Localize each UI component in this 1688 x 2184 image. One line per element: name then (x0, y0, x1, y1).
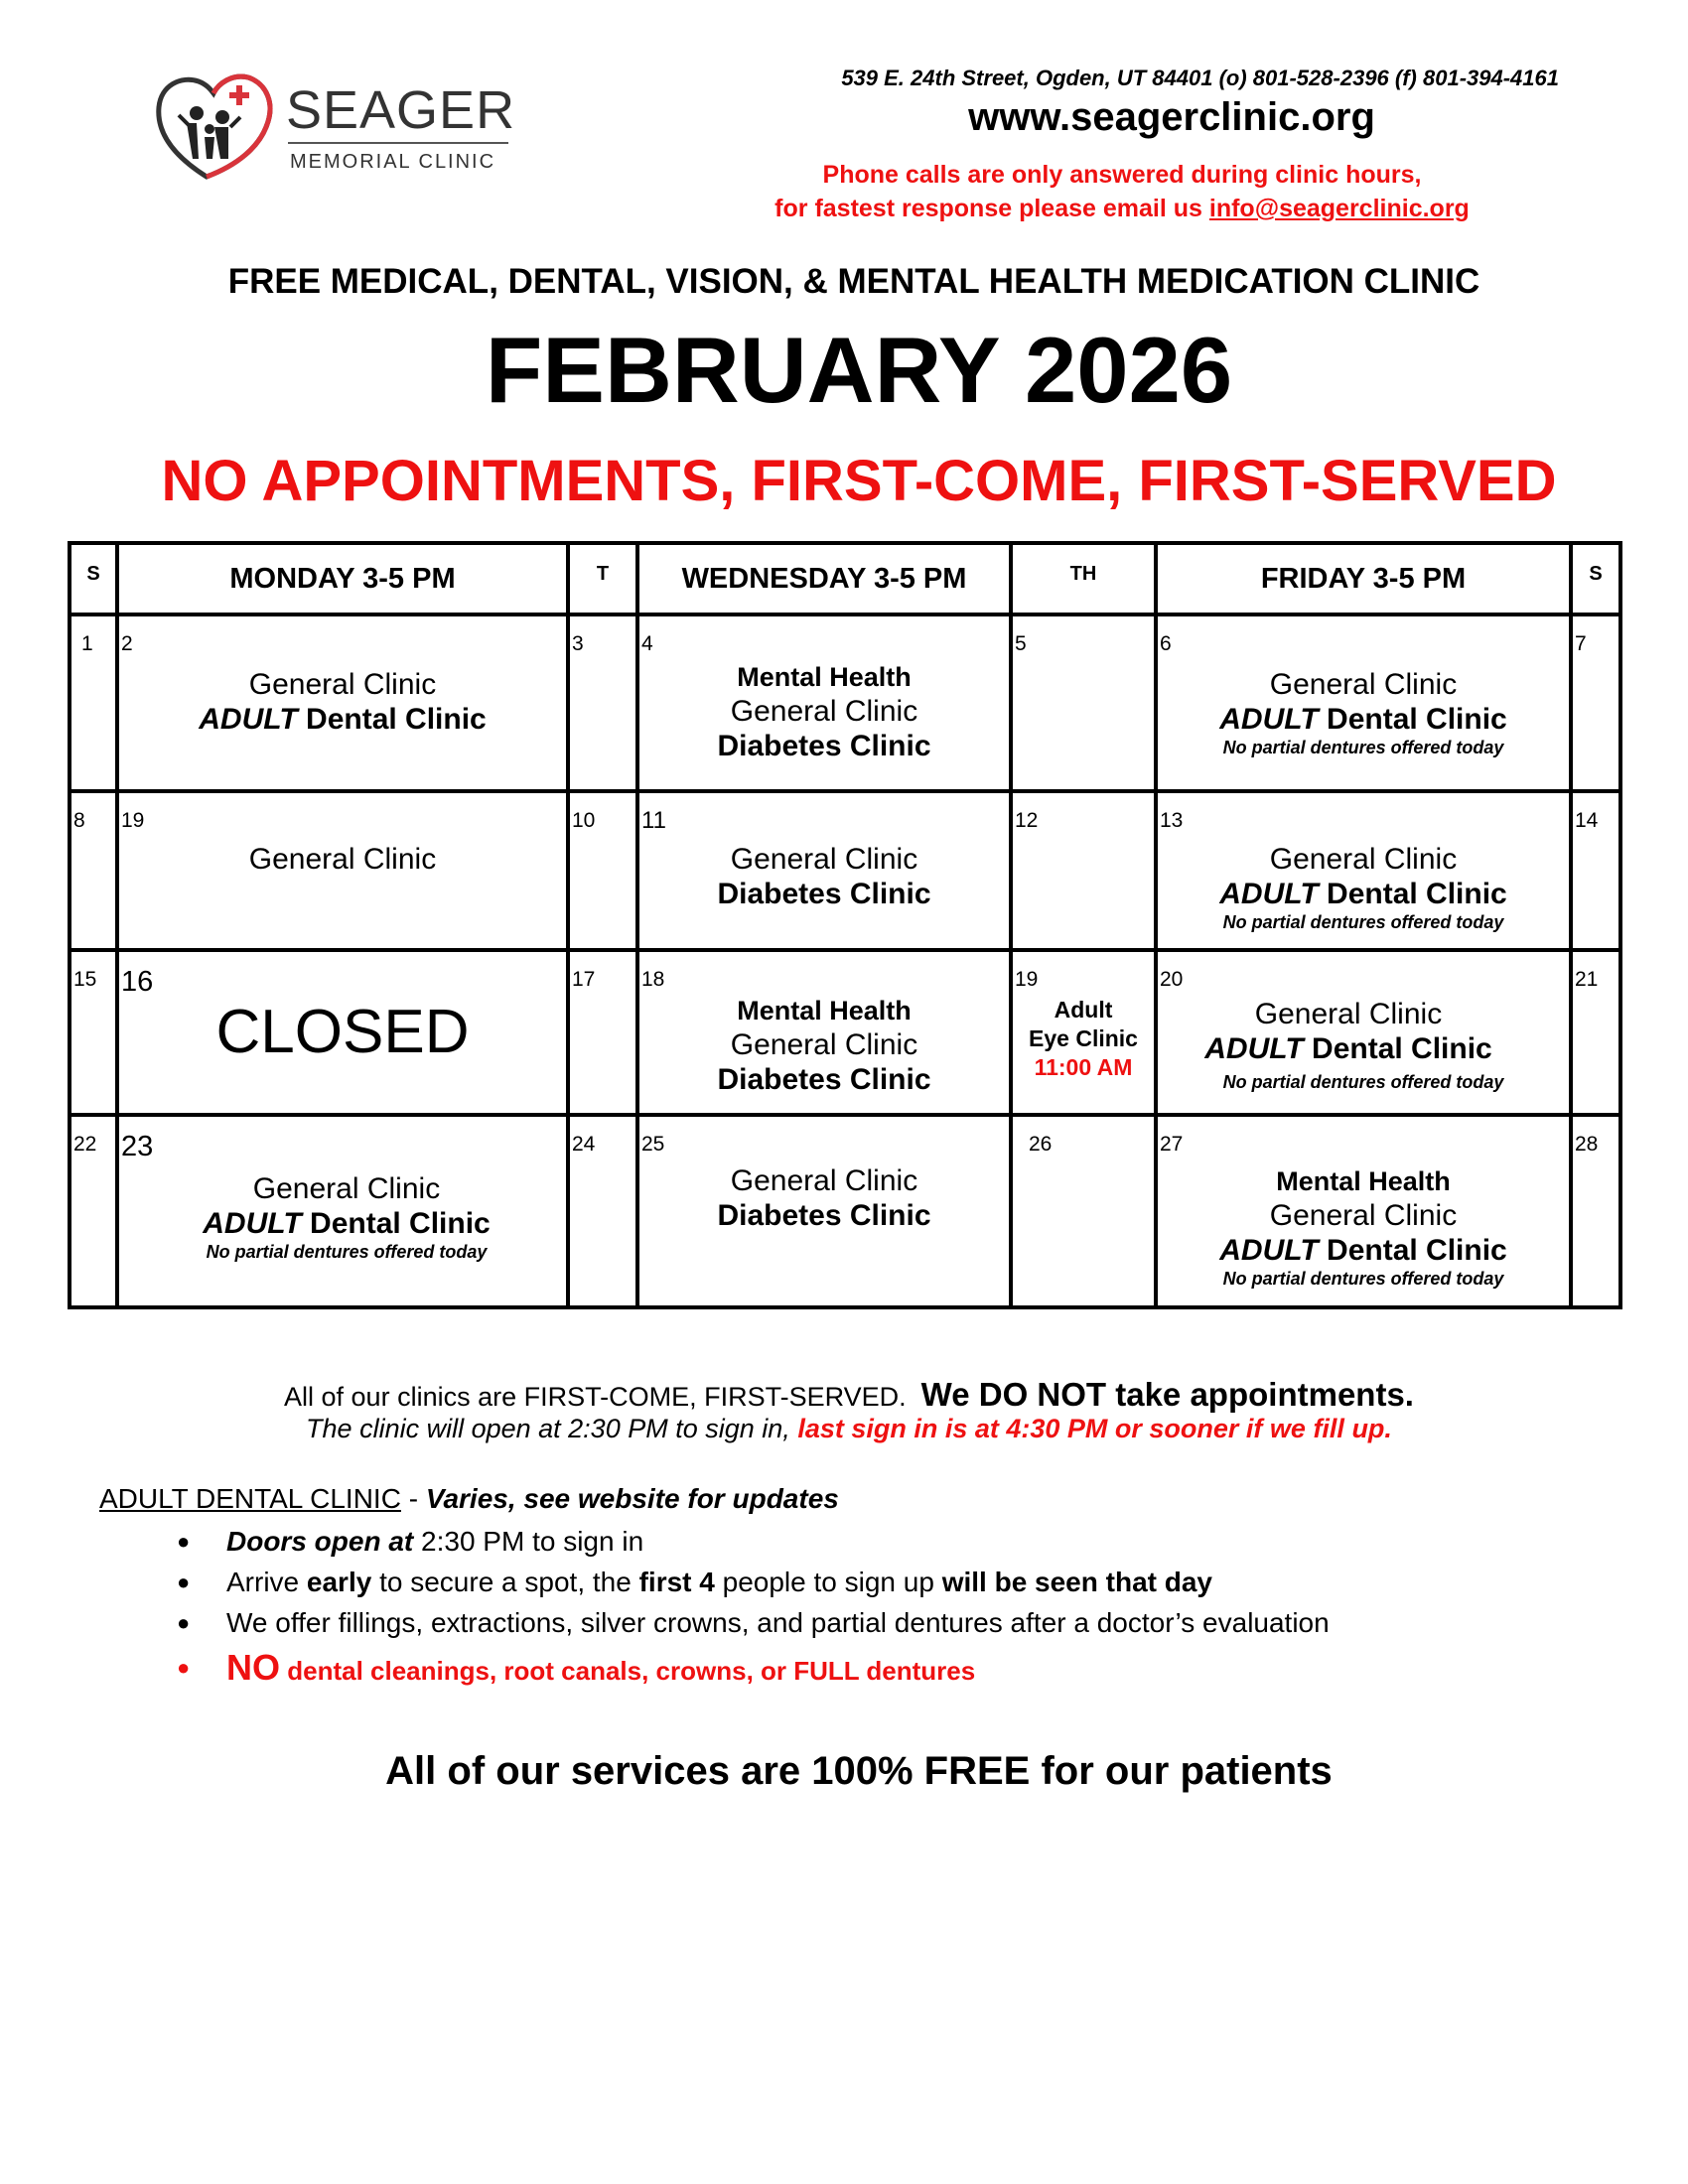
list-item: ● NO dental cleanings, root canals, crowns, or FULL dentures (177, 1647, 976, 1688)
general-clinic-label: General Clinic (730, 695, 918, 728)
general-clinic-label: General Clinic (248, 843, 437, 876)
day-number: 6 (1160, 632, 1172, 655)
day-number: 15 (73, 968, 97, 991)
day-cell (639, 616, 1009, 789)
day-cell (1013, 793, 1154, 948)
day-number: 12 (1015, 809, 1039, 832)
mental-health-label: Mental Health (737, 662, 912, 692)
dental-clinic-label (1158, 1236, 1569, 1266)
no-partial-note: No partial dentures offered today (1222, 738, 1504, 757)
adult-label: ADULT (1219, 1234, 1319, 1267)
diabetes-clinic-label: Diabetes Clinic (717, 730, 931, 762)
diabetes-clinic-label: Diabetes Clinic (717, 878, 931, 910)
day-number: 16 (121, 966, 154, 998)
day-cell (1573, 793, 1618, 948)
day-number: 18 (641, 968, 665, 991)
eye-clinic-line2: Eye Clinic (1029, 1024, 1138, 1051)
eye-clinic-line1: Adult (1054, 997, 1113, 1023)
arrive-text: Arrive (226, 1567, 307, 1597)
day-cell (639, 952, 1009, 1113)
sign-in-open: The clinic will open at 2:30 PM to sign in, (306, 1414, 790, 1443)
list-item: ● Doors open at 2:30 PM to sign in (177, 1526, 644, 1557)
day-number: 23 (121, 1131, 154, 1162)
day-cell (1573, 952, 1618, 1113)
services-headline: FREE MEDICAL, DENTAL, VISION, & MENTAL HEALTH MEDICATION CLINIC (227, 262, 1480, 301)
phone-note-text: for fastest response please email us (774, 195, 1202, 222)
day-cell (639, 793, 1009, 948)
day-cell (71, 793, 115, 948)
day-cell (1158, 1117, 1569, 1305)
day-number: 10 (572, 809, 596, 832)
day-number: 27 (1160, 1133, 1184, 1156)
header-monday: MONDAY 3-5 PM (229, 562, 456, 595)
no-partial-note: No partial dentures offered today (1222, 912, 1504, 932)
day-number: 22 (73, 1133, 97, 1156)
day-number: 14 (1575, 809, 1599, 832)
day-cell (1158, 952, 1569, 1113)
general-clinic-label: General Clinic (1269, 1199, 1458, 1232)
diabetes-clinic-label: Diabetes Clinic (717, 1063, 931, 1096)
day-number: 28 (1575, 1133, 1599, 1156)
general-clinic-label: General Clinic (1254, 998, 1443, 1030)
day-number: 8 (73, 809, 85, 832)
no-partial-note: No partial dentures offered today (1222, 1269, 1504, 1289)
day-number: 21 (1575, 968, 1599, 991)
general-clinic-label: General Clinic (248, 668, 437, 701)
first-come-text: All of our clinics are FIRST-COME, FIRST-SERVED. (284, 1382, 907, 1412)
day-number: 2 (121, 632, 133, 655)
dental-clinic-label (1128, 1034, 1569, 1064)
general-clinic-label: General Clinic (252, 1172, 441, 1205)
adult-label: ADULT (1204, 1032, 1304, 1065)
general-clinic-label: General Clinic (730, 1028, 918, 1061)
secure-text: to secure a spot, the (371, 1567, 639, 1597)
list-item: ● We offer fillings, extractions, silver crowns, and partial dentures after a doctor’s evaluation (177, 1607, 1330, 1638)
day-cell (570, 616, 635, 789)
dental-bullet-list (169, 1521, 1559, 1693)
day-cell (71, 952, 115, 1113)
header-friday: FRIDAY 3-5 PM (1260, 562, 1467, 595)
no-appointments-note: We DO NOT take appointments. (920, 1376, 1414, 1413)
general-clinic-label: General Clinic (1269, 668, 1458, 701)
phone-note-line2 (695, 195, 1549, 223)
early-text: early (306, 1567, 372, 1597)
logo-divider (288, 142, 508, 144)
day-cell (570, 1117, 635, 1305)
mental-health-label: Mental Health (1276, 1166, 1451, 1196)
eye-clinic-time: 11:00 AM (1034, 1053, 1133, 1080)
free-services-note: All of our services are 100% FREE for our patients (385, 1749, 1333, 1793)
dental-separator: - (400, 1483, 426, 1514)
day-cell (570, 952, 635, 1113)
dental-label: Dental Clinic (310, 1207, 491, 1240)
day-cell (639, 1117, 1009, 1305)
day-cell (119, 952, 566, 1113)
day-cell (1573, 1117, 1618, 1305)
dental-clinic-label (127, 1209, 566, 1239)
adult-label: ADULT (199, 703, 298, 736)
dental-varies: Varies, see website for updates (425, 1483, 839, 1514)
day-cell (71, 616, 115, 789)
clinic-logo (149, 68, 526, 192)
adult-label: ADULT (203, 1207, 302, 1240)
day-cell (1573, 616, 1618, 789)
adult-label: ADULT (1219, 703, 1319, 736)
general-clinic-label: General Clinic (1269, 843, 1458, 876)
general-clinic-label: General Clinic (730, 1164, 918, 1197)
email-link[interactable]: info@seagerclinic.org (1208, 195, 1470, 222)
day-number: 4 (641, 632, 653, 655)
day-cell (71, 1117, 115, 1305)
dental-label: Dental Clinic (1327, 1234, 1507, 1267)
day-number: 20 (1160, 968, 1184, 991)
day-number: 1 (81, 632, 93, 655)
day-number: 3 (572, 632, 584, 655)
day-cell (1013, 616, 1154, 789)
clinic-website[interactable]: www.seagerclinic.org (968, 95, 1375, 139)
closed-label: CLOSED (215, 998, 470, 1066)
not-offered-text: dental cleanings, root canals, crowns, or FULL dentures (280, 1656, 976, 1686)
day-number: 24 (572, 1133, 596, 1156)
adult-label: ADULT (1219, 878, 1319, 910)
general-clinic-label: General Clinic (730, 843, 918, 876)
mental-health-label: Mental Health (737, 996, 912, 1025)
page-title: FEBRUARY 2026 (485, 318, 1233, 422)
header-tuesday: T (596, 563, 610, 585)
day-number: 7 (1575, 632, 1587, 655)
logo-subtitle: MEMORIAL CLINIC (290, 151, 496, 173)
day-number: 11 (641, 807, 666, 834)
day-number: 25 (641, 1133, 665, 1156)
seen-text: will be seen that day (941, 1567, 1212, 1597)
header-wednesday: WEDNESDAY 3-5 PM (681, 562, 967, 595)
no-partial-note: No partial dentures offered today (206, 1242, 488, 1262)
no-partial-note: No partial dentures offered today (1222, 1072, 1504, 1092)
header-saturday: S (1589, 563, 1603, 585)
day-cell (1158, 616, 1569, 789)
list-item: ● Arrive early to secure a spot, the first 4 people to sign up will be seen that day (177, 1567, 1212, 1597)
dental-label: Dental Clinic (1327, 878, 1507, 910)
day-number: 19 (121, 809, 145, 832)
day-number: 5 (1015, 632, 1027, 655)
day-cell (119, 616, 566, 789)
dental-clinic-label (1158, 880, 1569, 909)
day-number: 26 (1029, 1133, 1053, 1156)
calendar-grid (68, 541, 1622, 1309)
header-thursday: TH (1069, 563, 1097, 585)
first-four-text: first 4 (638, 1567, 715, 1597)
sign-in-last: last sign in is at 4:30 PM or sooner if we fill up. (797, 1414, 1392, 1443)
dental-label: Dental Clinic (1312, 1032, 1492, 1065)
dental-clinic-label (1158, 705, 1569, 735)
day-cell (1158, 793, 1569, 948)
diabetes-clinic-label: Diabetes Clinic (717, 1199, 931, 1232)
day-cell (1013, 1117, 1154, 1305)
people-text: people to sign up (714, 1567, 942, 1597)
no-appointments-banner: NO APPOINTMENTS, FIRST-COME, FIRST-SERVED (161, 449, 1557, 513)
day-cell (119, 1117, 566, 1305)
first-come-note (0, 1376, 1688, 1414)
day-number: 19 (1015, 968, 1039, 991)
services-offered: We offer fillings, extractions, silver crowns, and partial dentures after a doctor’s evaluation (226, 1607, 1330, 1638)
clinic-address: 539 E. 24th Street, Ogden, UT 84401 (o) 801-528-2396 (f) 801-394-4161 (841, 66, 1559, 90)
no-label: NO (226, 1647, 280, 1688)
dental-section-heading (99, 1483, 839, 1515)
phone-note-line1: Phone calls are only answered during clinic hours, (822, 161, 1422, 189)
logo-name: SEAGER (286, 80, 516, 140)
day-number: 13 (1160, 809, 1184, 832)
doors-open-time: 2:30 PM to sign in (413, 1526, 644, 1557)
dental-title: ADULT DENTAL CLINIC (99, 1483, 401, 1514)
day-cell (570, 793, 635, 948)
day-cell (119, 793, 566, 948)
dental-label: Dental Clinic (1327, 703, 1507, 736)
day-number: 17 (572, 968, 596, 991)
dental-clinic-label (119, 705, 566, 735)
dental-label: Dental Clinic (306, 703, 487, 736)
header-sunday: S (86, 563, 100, 585)
sign-in-note (0, 1414, 1688, 1444)
doors-open-label: Doors open at (226, 1526, 414, 1557)
